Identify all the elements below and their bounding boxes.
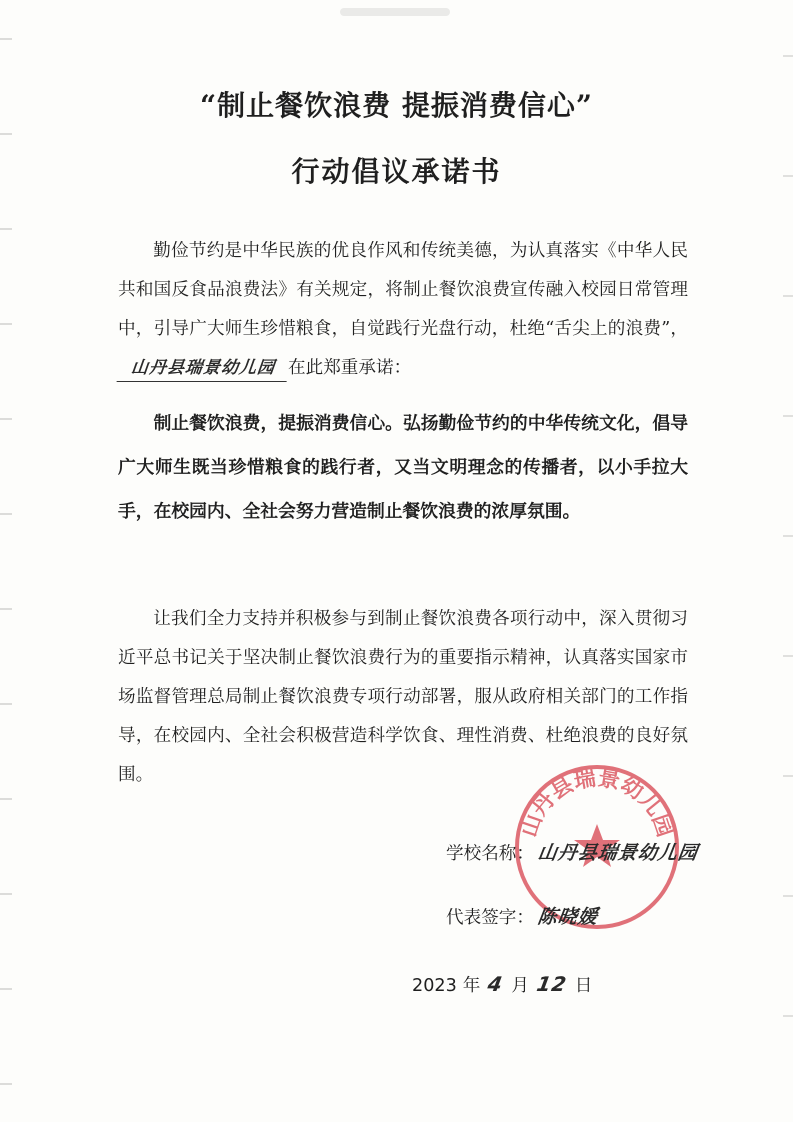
document-title-line2: 行动倡议承诺书 — [291, 155, 502, 188]
date-month-unit: 月 — [511, 976, 529, 996]
date-year: 2023 — [412, 976, 457, 996]
date-day-unit: 日 — [574, 976, 593, 996]
intro-text: 勤俭节约是中华民族的优良作风和传统美德，为认真落实《中华人民共和国反食品浪费法》有关规定，将制止餐饮浪费宣传融入校园日常管理中，引导广大师生珍惜粮食，自觉践行光盘行动，杜绝“舌尖上的浪费”， — [118, 241, 688, 339]
intro-tail: 在此郑重承诺： — [288, 358, 412, 378]
seal-text: 山丹县瑞景幼儿园 — [516, 765, 678, 841]
document-title-line1: “制止餐饮浪费 提振消费信心” — [200, 89, 593, 122]
school-name-row — [446, 838, 698, 865]
representative-row — [446, 902, 598, 929]
intro-paragraph — [118, 232, 688, 388]
closing-paragraph: 让我们全力支持并积极参与到制止餐饮浪费各项行动中，深入贯彻习近平总书记关于坚决制止餐饮浪费行为的重要指示精神，认真落实国家市场监督管理总局制止餐饮浪费专项行动部署，服从政府相关部门的工作指导，在校园内、全社会积极营造科学饮食、理性消费、杜绝浪费的良好氛围。 — [118, 609, 688, 785]
pledge-paragraph: 制止餐饮浪费，提振消费信心。弘扬勤俭节约的中华传统文化，倡导广大师生既当珍惜粮食的践行者，又当文明理念的传播者，以小手拉大手，在校园内、全社会努力营造制止餐饮浪费的浓厚氛围。 — [118, 413, 688, 522]
date-year-unit: 年 — [462, 976, 481, 996]
school-name-signature: 山丹县瑞景幼儿园 — [536, 842, 700, 864]
representative-signature: 陈晓媛 — [536, 906, 600, 928]
school-name-label: 学校名称： — [446, 844, 534, 864]
date-month: 4 — [486, 972, 506, 996]
date-day: 12 — [534, 972, 569, 996]
scan-smudge — [340, 8, 450, 16]
signing-date — [412, 972, 592, 997]
filled-school-name: 山丹县瑞景幼儿园 — [117, 355, 290, 382]
representative-label: 代表签字： — [446, 908, 534, 928]
